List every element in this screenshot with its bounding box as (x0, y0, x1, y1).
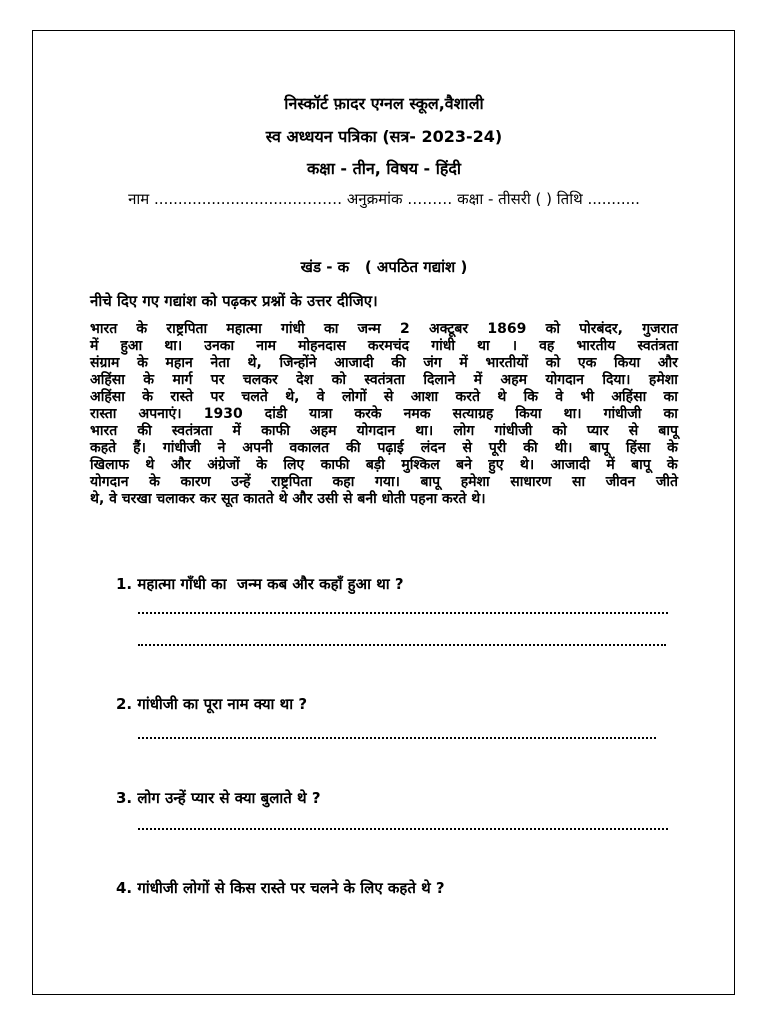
question-2: 2. गांधीजी का पूरा नाम क्या था ? (116, 695, 308, 713)
passage-line: अहिंसा के मार्ग पर चलकर देश को स्वतंत्रता दिलाने में अहम योगदान दिया। हमेशा (90, 372, 678, 388)
passage (90, 321, 678, 508)
worksheet-title: स्व अध्धयन पत्रिका (सत्र- 2023-24) (265, 127, 503, 146)
question-1: 1. महात्मा गाँधी का जन्म कब और कहाँ हुआ था ? (116, 575, 404, 593)
answer-line[interactable] (138, 612, 668, 614)
passage-line: संग्राम के महान नेता थे, जिन्होंने आजादी की जंग में भारतीयों को एक किया और (90, 355, 678, 371)
school-name: निस्कॉर्ट फ़ादर एग्नल स्कूल,वैशाली (284, 94, 484, 113)
section-title: खंड - क ( अपठित गद्यांश ) (300, 258, 468, 276)
passage-line: थे, वे चरखा चलाकर कर सूत कातते थे और उसी से बनी धोती पहना करते थे। (90, 491, 486, 507)
passage-line: अहिंसा के रास्ते पर चलते थे, वे लोगों से आशा करते थे कि वे भी अहिंसा का (90, 389, 678, 405)
instruction-text: नीचे दिए गए गद्यांश को पढ़कर प्रश्नों के उत्तर दीजिए। (90, 292, 378, 310)
passage-line: योगदान के कारण उन्हें राष्ट्रपिता कहा गया। बापू हमेशा साधारण सा जीवन जीते (90, 474, 678, 490)
question-4: 4. गांधीजी लोगों से किस रास्ते पर चलने के लिए कहते थे ? (116, 879, 445, 897)
passage-line: खिलाफ थे और अंग्रेजों के लिए काफी बड़ी मुश्किल बने हुए थे। आजादी में बापू के (90, 457, 678, 473)
passage-line: रास्ता अपनाएं। 1930 दांडी यात्रा करके नमक सत्याग्रह किया था। गांधीजी का (90, 406, 678, 422)
answer-line[interactable] (138, 828, 668, 830)
passage-line: में हुआ था। उनका नाम मोहनदास करमचंद गांधी था । वह भारतीय स्वतंत्रता (90, 338, 678, 354)
student-info-line: नाम ..............................……… अनुक्रमांक ……… कक्षा - तीसरी ( ) तिथि ........... (128, 190, 640, 208)
class-subject: कक्षा - तीन, विषय - हिंदी (306, 159, 462, 178)
answer-line[interactable] (138, 644, 666, 646)
answer-line[interactable] (138, 737, 656, 739)
passage-line: भारत की स्वतंत्रता में काफी अहम योगदान था। लोग गांधीजी को प्यार से बापू (90, 423, 678, 439)
question-3: 3. लोग उन्हें प्यार से क्या बुलाते थे ? (116, 789, 321, 807)
passage-line: भारत के राष्ट्रपिता महात्मा गांधी का जन्म 2 अक्टूबर 1869 को पोरबंदर, गुजरात (90, 321, 678, 337)
passage-line: कहते हैं। गांधीजी ने अपनी वकालत की पढ़ाई लंदन से पूरी की थी। बापू हिंसा के (90, 440, 678, 456)
